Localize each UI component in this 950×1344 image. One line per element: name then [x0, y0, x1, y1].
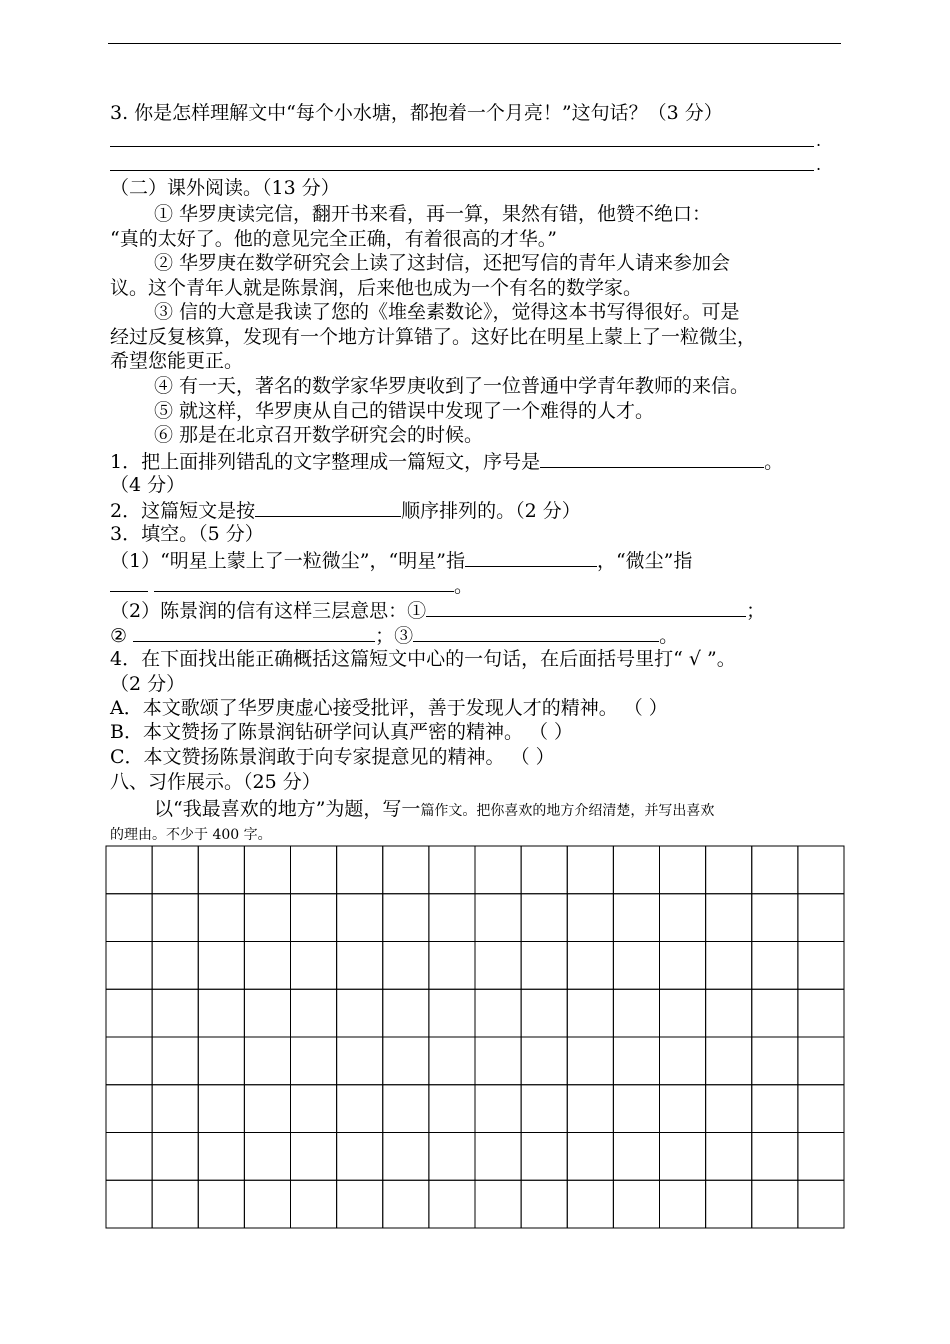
grid-cell[interactable] — [244, 989, 290, 1037]
grid-cell[interactable] — [613, 1037, 659, 1085]
q3-1-dust-blank-a[interactable] — [110, 572, 148, 592]
grid-cell[interactable] — [660, 846, 706, 894]
grid-cell[interactable] — [106, 942, 152, 990]
paragraph-1: ① 华罗庚读完信，翻开书来看，再一算，果然有错，他赞不绝口： — [154, 203, 712, 225]
grid-cell[interactable] — [291, 894, 337, 942]
grid-cell[interactable] — [613, 894, 659, 942]
question-1: 1．把上面排列错乱的文字整理成一篇短文，序号是 。 — [110, 448, 783, 474]
grid-cell[interactable] — [706, 846, 752, 894]
grid-cell[interactable] — [706, 894, 752, 942]
grid-cell[interactable] — [152, 1037, 198, 1085]
grid-cell[interactable] — [521, 942, 567, 990]
answer-line-1 — [110, 146, 814, 147]
grid-cell[interactable] — [244, 846, 290, 894]
grid-cell[interactable] — [198, 846, 244, 894]
grid-cell[interactable] — [660, 1180, 706, 1228]
composition-prompt: 以“我最喜欢的地方”为题，写一篇作文。把你喜欢的地方介绍清楚，并写出喜欢 — [154, 798, 715, 820]
grid-cell[interactable] — [475, 1037, 521, 1085]
grid-cell[interactable] — [383, 846, 429, 894]
grid-cell[interactable] — [706, 1180, 752, 1228]
grid-cell[interactable] — [798, 1133, 844, 1181]
grid-cell[interactable] — [798, 989, 844, 1037]
paragraph-6: ⑥ 那是在北京召开数学研究会的时候。 — [154, 424, 484, 446]
question-2: 2．这篇短文是按 顺序排列的。（2 分） — [110, 497, 581, 523]
grid-cell[interactable] — [198, 1085, 244, 1133]
grid-cell[interactable] — [752, 1133, 798, 1181]
grid-cell[interactable] — [613, 942, 659, 990]
grid-cell[interactable] — [752, 894, 798, 942]
grid-cell[interactable] — [337, 894, 383, 942]
grid-cell[interactable] — [475, 1180, 521, 1228]
paragraph-2: ② 华罗庚在数学研究会上读了这封信，还把写信的青年人请来参加会 — [154, 252, 731, 274]
question-3: 3．填空。（5 分） — [110, 523, 264, 545]
question-4: 4．在下面找出能正确概括这篇短文中心的一句话，在后面括号里打“ √ ”。 — [110, 648, 736, 670]
writing-grid-svg — [105, 845, 845, 1229]
grid-cell[interactable] — [567, 894, 613, 942]
grid-cell[interactable] — [152, 846, 198, 894]
grid-cell[interactable] — [291, 1133, 337, 1181]
grid-cell[interactable] — [337, 1085, 383, 1133]
section-heading: （二）课外阅读。（13 分） — [110, 177, 340, 199]
grid-cell[interactable] — [752, 1037, 798, 1085]
paragraph-5: ⑤ 就这样，华罗庚从自己的错误中发现了一个难得的人才。 — [154, 400, 655, 422]
q3-2-meaning-1-blank[interactable] — [426, 597, 746, 617]
question-1-score: （4 分） — [110, 474, 186, 496]
question-3-1: （1）“明星上蒙上了一粒微尘”，“明星”指 ，“微尘”指 — [110, 547, 692, 573]
grid-cell[interactable] — [152, 1180, 198, 1228]
grid-cell[interactable] — [567, 942, 613, 990]
option-b[interactable]: B．本文赞扬了陈景润钻研学问认真严密的精神。 （ ） — [110, 721, 574, 743]
q3-1-dust-blank-b[interactable] — [154, 572, 454, 592]
grid-cell[interactable] — [798, 1085, 844, 1133]
grid-cell[interactable] — [613, 846, 659, 894]
grid-cell[interactable] — [429, 942, 475, 990]
grid-cell[interactable] — [798, 894, 844, 942]
grid-cell[interactable] — [244, 942, 290, 990]
grid-cell[interactable] — [152, 894, 198, 942]
grid-cell[interactable] — [752, 989, 798, 1037]
grid-cell[interactable] — [106, 1133, 152, 1181]
grid-cell[interactable] — [383, 1133, 429, 1181]
grid-cell[interactable] — [383, 989, 429, 1037]
grid-cell[interactable] — [613, 1085, 659, 1133]
grid-cell[interactable] — [198, 1133, 244, 1181]
grid-cell[interactable] — [429, 1180, 475, 1228]
grid-cell[interactable] — [567, 846, 613, 894]
grid-cell[interactable] — [244, 1037, 290, 1085]
question-4-score: （2 分） — [110, 673, 186, 695]
grid-cell[interactable] — [337, 1180, 383, 1228]
paragraph-2-cont: 议。这个青年人就是陈景润，后来他也成为一个有名的数学家。 — [110, 277, 643, 299]
grid-cell[interactable] — [752, 1180, 798, 1228]
grid-cell[interactable] — [752, 1085, 798, 1133]
grid-cell[interactable] — [521, 1180, 567, 1228]
grid-cell[interactable] — [429, 1133, 475, 1181]
grid-cell[interactable] — [521, 1037, 567, 1085]
grid-cell[interactable] — [475, 942, 521, 990]
grid-cell[interactable] — [383, 1037, 429, 1085]
grid-cell[interactable] — [337, 989, 383, 1037]
grid-cell[interactable] — [798, 1180, 844, 1228]
paragraph-3: ③ 信的大意是我读了您的《堆垒素数论》，觉得这本书写得很好。可是 — [154, 301, 740, 323]
grid-cell[interactable] — [337, 1133, 383, 1181]
grid-cell[interactable] — [475, 989, 521, 1037]
q3-2-meaning-3-blank[interactable] — [413, 622, 659, 642]
grid-cell[interactable] — [567, 989, 613, 1037]
q2-answer-blank[interactable] — [255, 497, 401, 517]
grid-cell[interactable] — [660, 1085, 706, 1133]
grid-cell[interactable] — [152, 989, 198, 1037]
grid-cell[interactable] — [706, 942, 752, 990]
grid-cell[interactable] — [706, 1133, 752, 1181]
q3-2-meaning-2-blank[interactable] — [133, 622, 375, 642]
grid-cell[interactable] — [706, 1037, 752, 1085]
grid-cell[interactable] — [429, 1037, 475, 1085]
grid-cell[interactable] — [429, 894, 475, 942]
grid-cell[interactable] — [613, 1180, 659, 1228]
grid-cell[interactable] — [613, 989, 659, 1037]
grid-cell[interactable] — [475, 1085, 521, 1133]
grid-cell[interactable] — [106, 1037, 152, 1085]
grid-cell[interactable] — [660, 1037, 706, 1085]
grid-cell[interactable] — [429, 989, 475, 1037]
grid-cell[interactable] — [291, 942, 337, 990]
grid-cell[interactable] — [337, 1037, 383, 1085]
paragraph-3-end: 希望您能更正。 — [110, 350, 244, 372]
answer-line-2 — [110, 170, 814, 171]
grid-cell[interactable] — [152, 1085, 198, 1133]
grid-cell[interactable] — [244, 894, 290, 942]
grid-cell[interactable] — [337, 942, 383, 990]
grid-cell[interactable] — [521, 989, 567, 1037]
grid-cell[interactable] — [244, 1133, 290, 1181]
grid-cell[interactable] — [660, 894, 706, 942]
composition-heading: 八、习作展示。（25 分） — [110, 771, 321, 793]
grid-cell[interactable] — [521, 1133, 567, 1181]
grid-cell[interactable] — [383, 1180, 429, 1228]
grid-cell[interactable] — [198, 989, 244, 1037]
grid-cell[interactable] — [383, 894, 429, 942]
grid-cell[interactable] — [106, 846, 152, 894]
grid-cell[interactable] — [475, 894, 521, 942]
grid-cell[interactable] — [475, 846, 521, 894]
top-rule — [108, 43, 841, 44]
grid-cell[interactable] — [752, 846, 798, 894]
option-a[interactable]: A．本文歌颂了华罗庚虚心接受批评，善于发现人才的精神。 （ ） — [110, 697, 668, 719]
composition-prompt-cont: 的理由。不少于 400 字。 — [110, 827, 272, 843]
grid-cell[interactable] — [106, 1180, 152, 1228]
grid-cell[interactable] — [291, 1085, 337, 1133]
paragraph-3-cont: 经过反复核算，发现有一个地方计算错了。这好比在明星上蒙上了一粒微尘， — [110, 326, 757, 348]
grid-cell[interactable] — [521, 894, 567, 942]
grid-cell[interactable] — [198, 1180, 244, 1228]
option-c[interactable]: C．本文赞扬陈景润敢于向专家提意见的精神。 （ ） — [110, 746, 555, 768]
question-3-1-cont: 。 — [110, 572, 473, 598]
grid-cell[interactable] — [660, 1133, 706, 1181]
grid-cell[interactable] — [198, 894, 244, 942]
grid-cell[interactable] — [383, 942, 429, 990]
grid-cell[interactable] — [798, 942, 844, 990]
grid-cell[interactable] — [567, 1180, 613, 1228]
grid-cell[interactable] — [660, 942, 706, 990]
grid-cell[interactable] — [383, 1085, 429, 1133]
grid-cell[interactable] — [291, 1037, 337, 1085]
grid-cell[interactable] — [337, 846, 383, 894]
grid-cell[interactable] — [660, 989, 706, 1037]
grid-cell[interactable] — [291, 1180, 337, 1228]
grid-cell[interactable] — [244, 1085, 290, 1133]
grid-cell[interactable] — [567, 1037, 613, 1085]
answer-line-2-dot: . — [816, 155, 822, 174]
paragraph-4: ④ 有一天，著名的数学家华罗庚收到了一位普通中学青年教师的来信。 — [154, 375, 750, 397]
q3-1-star-blank[interactable] — [465, 547, 597, 567]
question-3-2-cont: ② ；③ 。 — [110, 622, 678, 648]
grid-cell[interactable] — [429, 1085, 475, 1133]
grid-cell[interactable] — [152, 942, 198, 990]
question-3-2: （2）陈景润的信有这样三层意思：① ； — [110, 597, 765, 623]
grid-cell[interactable] — [429, 846, 475, 894]
grid-cell[interactable] — [475, 1133, 521, 1181]
grid-cell[interactable] — [706, 1085, 752, 1133]
answer-line-1-dot: . — [816, 131, 822, 150]
grid-cell[interactable] — [198, 942, 244, 990]
grid-cell[interactable] — [106, 1085, 152, 1133]
q3-prompt: 3. 你是怎样理解文中“每个小水塘，都抱着一个月亮！”这句话？（3 分） — [110, 102, 723, 124]
grid-cell[interactable] — [798, 1037, 844, 1085]
grid-cell[interactable] — [152, 1133, 198, 1181]
grid-cell[interactable] — [613, 1133, 659, 1181]
grid-cell[interactable] — [752, 942, 798, 990]
grid-cell[interactable] — [198, 1037, 244, 1085]
writing-grid[interactable] — [105, 845, 845, 1229]
grid-cell[interactable] — [567, 1133, 613, 1181]
grid-cell[interactable] — [106, 989, 152, 1037]
grid-cell[interactable] — [106, 894, 152, 942]
grid-cell[interactable] — [798, 846, 844, 894]
grid-cell[interactable] — [521, 846, 567, 894]
grid-cell[interactable] — [291, 846, 337, 894]
grid-cell[interactable] — [291, 989, 337, 1037]
q1-answer-blank[interactable] — [540, 448, 764, 468]
grid-cell[interactable] — [244, 1180, 290, 1228]
paragraph-1-cont: “真的太好了。他的意见完全正确，有着很高的才华。” — [110, 228, 557, 250]
grid-cell[interactable] — [706, 989, 752, 1037]
grid-cell[interactable] — [521, 1085, 567, 1133]
grid-cell[interactable] — [567, 1085, 613, 1133]
